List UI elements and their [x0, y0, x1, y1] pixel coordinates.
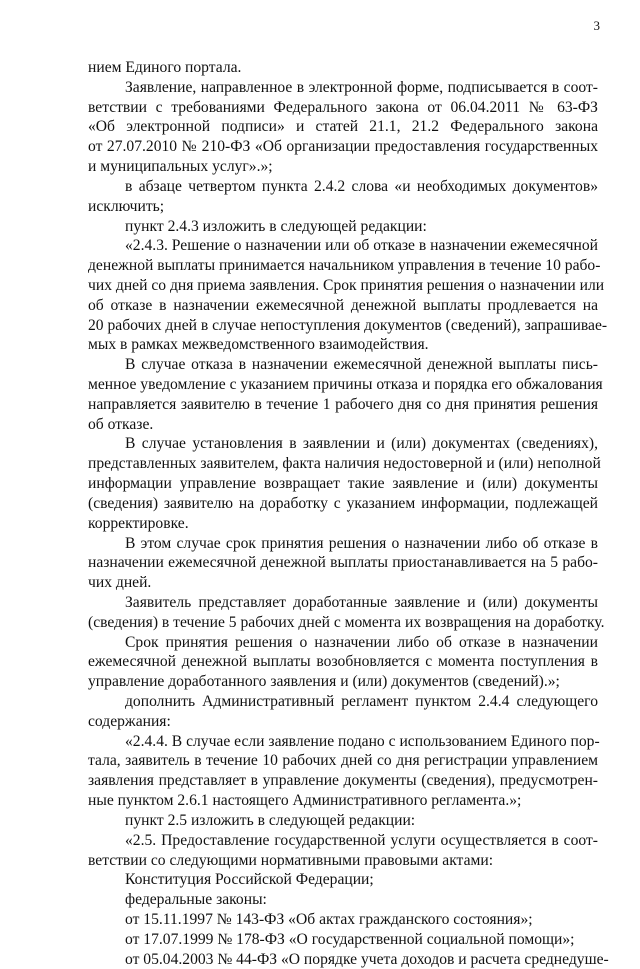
text-line: Заявитель представляет доработанные заявление и (или) документы [125, 593, 598, 611]
text-line: пункт 2.5 изложить в следующей редакции: [125, 811, 416, 829]
text-line: и муниципальных услуг».»; [88, 158, 273, 176]
text-line: менное уведомление с указанием причины отказа и порядка его обжалования [88, 376, 603, 393]
text-line: федеральные законы: [125, 891, 267, 909]
text-line: корректировке. [88, 514, 189, 532]
text-line: содержания: [88, 712, 171, 730]
text-line: исключить; [88, 197, 165, 215]
text-line: «2.4.4. В случае если заявление подано с использованием Единого пор- [125, 732, 600, 750]
text-line: 20 рабочих дней в случае непоступления документов (сведений), запрашивае- [88, 316, 608, 334]
text-line: назначении ежемесячной денежной выплаты приостанавливается на 5 рабо- [88, 554, 598, 572]
text-line: денежной выплаты принимается начальником управления в течение 10 рабо- [88, 257, 601, 275]
text-line: об отказе. [88, 415, 154, 433]
text-line: в абзаце четвертом пункта 2.4.2 слова «и необходимых документов» [125, 177, 598, 195]
text-line: нием Единого портала. [88, 59, 242, 76]
text-line: от 27.07.2010 № 210-ФЗ «Об организации предоставления государственных [88, 138, 598, 156]
text-line: мых в рамках межведомственного взаимодействия. [88, 336, 429, 354]
text-line: ные пунктом 2.6.1 настоящего Административного регламента.»; [88, 792, 522, 810]
text-line: В случае установления в заявлении и (или) документах (сведениях), [125, 435, 598, 453]
text-line: об отказе в назначении ежемесячной денежной выплаты продлевается на [88, 296, 598, 314]
text-line: тала, заявитель в течение 10 рабочих дней со дня регистрации управлением [88, 752, 598, 770]
text-line: от 15.11.1997 № 143-ФЗ «Об актах гражданского состояния»; [125, 910, 533, 928]
text-line: ежемесячной денежной выплаты возобновляется с момента поступления в [88, 653, 598, 671]
text-line: представленных заявителем, факта наличия недостоверной и (или) неполной [88, 455, 601, 473]
text-line: В этом случае срок принятия решения о назначении либо об отказе в [125, 534, 598, 552]
text-line: «Об электронной подписи» и статей 21.1, 21.2 Федерального закона [88, 118, 598, 136]
text-line: «2.4.3. Решение о назначении или об отказе в назначении ежемесячной [125, 237, 598, 255]
text-line: заявления представляет в управление документы (сведения), предусмотрен- [88, 772, 598, 790]
text-line: от 17.07.1999 № 178-ФЗ «О государственной социальной помощи»; [125, 930, 575, 948]
text-line: (сведения) в течение 5 рабочих дней с момента их возвращения на доработку. [88, 613, 605, 631]
text-line: В случае отказа в назначении ежемесячной денежной выплаты пись- [125, 356, 598, 374]
text-line: (сведения) заявителю на доработку с указанием информации, подлежащей [88, 494, 598, 512]
text-line: Срок принятия решения о назначении либо об отказе в назначении [125, 633, 598, 651]
text-line: чих дней. [88, 574, 152, 592]
text-line: «2.5. Предоставление государственной услуги осуществляется в соот- [125, 831, 598, 849]
text-line: управление доработанного заявления и (или) документов (сведений).»; [88, 673, 560, 691]
text-line: ветствии со следующими нормативными правовыми актами: [88, 851, 494, 869]
text-line: Заявление, направленное в электронной форме, подписывается в соот- [125, 78, 598, 96]
text-line: Конституция Российской Федерации; [125, 871, 374, 889]
page-number: 3 [593, 18, 600, 33]
body-text [88, 58, 609, 969]
text-line: дополнить Административный регламент пунктом 2.4.4 следующего [125, 693, 598, 710]
text-line: информации управление возвращает такие заявление и (или) документы [88, 475, 598, 493]
text-line: пункт 2.4.3 изложить в следующей редакции: [125, 217, 427, 235]
text-line: от 05.04.2003 № 44-ФЗ «О порядке учета доходов и расчета среднедуше- [125, 950, 609, 968]
text-line: ветствии с требованиями Федерального закона от 06.04.2011 № 63-ФЗ [88, 98, 598, 116]
text-line: чих дней со дня приема заявления. Срок принятия решения о назначении или [88, 276, 605, 294]
text-line: направляется заявителю в течение 1 рабочего дня со дня принятия решения [88, 395, 598, 413]
